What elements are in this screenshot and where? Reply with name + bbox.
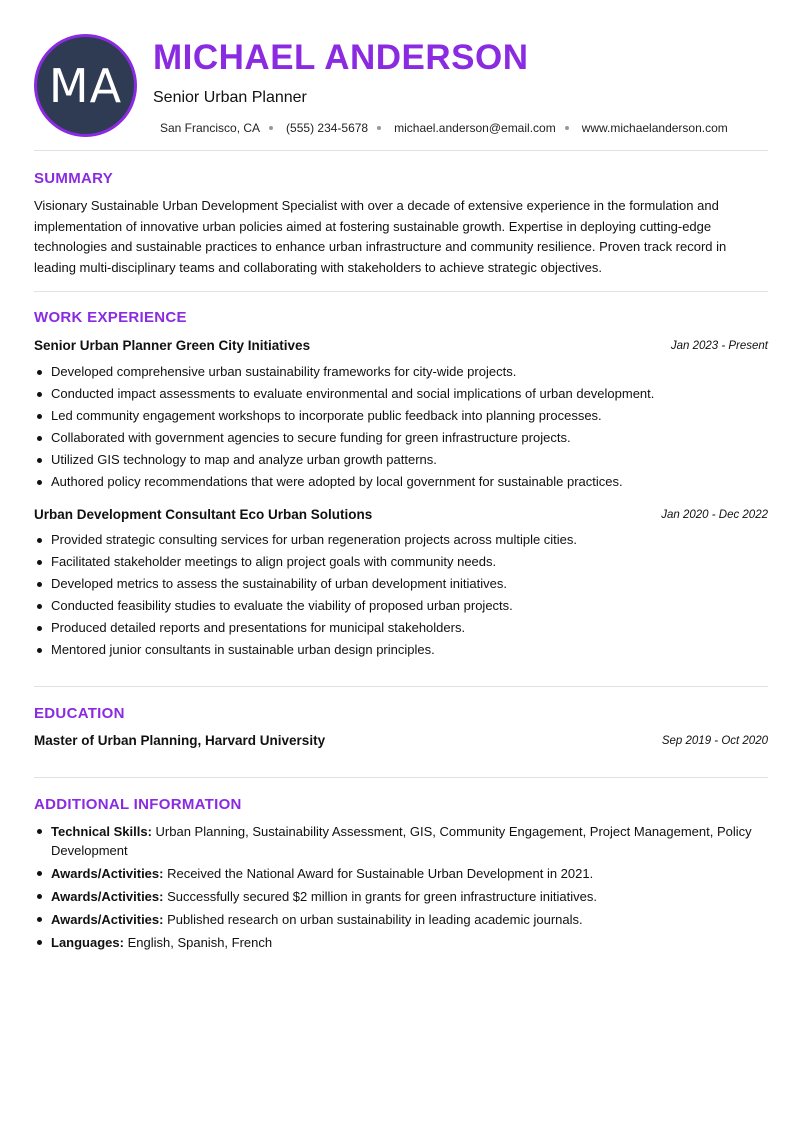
contact-website[interactable]: www.michaelanderson.com [581, 121, 728, 135]
job-bullet-list [34, 531, 768, 663]
job-bullet-list [34, 363, 768, 495]
item-label: Awards/Activities: [51, 866, 164, 881]
contact-location: San Francisco, CA [160, 121, 261, 135]
summary-text: Visionary Sustainable Urban Development Specialist with over a decade of extensive experience in the formulation and implementation of innovative urban policies aimed at fostering sustainable growth. Expertise in deploying cutting-edge technologies and sustainable practices to enhance urban infrastructure and community resilience. Proven track record in leading multi-disciplinary teams and collaborating with stakeholders to achieve strategic objectives. [34, 198, 727, 275]
dot-separator-icon [377, 126, 381, 130]
divider [34, 777, 768, 778]
list-item [34, 910, 768, 929]
item-text: English, Spanish, French [123, 935, 273, 950]
item-label: Languages: [51, 935, 124, 950]
list-item: Conducted feasibility studies to evaluate the viability of proposed urban projects. [34, 597, 768, 619]
item-text: Successfully secured $2 million in grants for green infrastructure initiatives. [163, 889, 597, 904]
list-item: Developed comprehensive urban sustainability frameworks for city-wide projects. [34, 363, 768, 385]
list-item [34, 887, 768, 906]
list-item: Produced detailed reports and presentations for municipal stakeholders. [34, 619, 768, 641]
list-item [34, 822, 768, 860]
contact-email[interactable]: michael.anderson@email.com [394, 121, 556, 135]
avatar-initials: MA [48, 58, 123, 113]
item-label: Technical Skills: [51, 824, 152, 839]
job-role: Urban Development Consultant Eco Urban Solutions [34, 507, 373, 522]
contact-phone[interactable]: (555) 234-5678 [286, 121, 369, 135]
job-dates: Jan 2020 - Dec 2022 [661, 509, 768, 521]
job-header [34, 338, 768, 356]
avatar [34, 34, 137, 137]
list-item: Authored policy recommendations that were adopted by local government for sustainable practices. [34, 473, 768, 495]
list-item: Provided strategic consulting services for urban regeneration projects across multiple cities. [34, 531, 768, 553]
dot-separator-icon [565, 126, 569, 130]
education-degree: Master of Urban Planning, Harvard University [34, 733, 326, 748]
item-label: Awards/Activities: [51, 912, 164, 927]
education-heading: EDUCATION [34, 705, 125, 722]
job-header [34, 507, 768, 525]
summary-heading: SUMMARY [34, 170, 114, 187]
job-dates: Jan 2023 - Present [670, 340, 768, 352]
list-item: Conducted impact assessments to evaluate environmental and social implications of urban development. [34, 385, 768, 407]
additional-info-heading: ADDITIONAL INFORMATION [34, 796, 242, 813]
list-item [34, 933, 768, 952]
divider [34, 291, 768, 292]
work-experience-heading: WORK EXPERIENCE [34, 309, 187, 326]
list-item [34, 864, 768, 883]
list-item: Mentored junior consultants in sustainable urban design principles. [34, 641, 768, 663]
contact-bar [160, 121, 728, 135]
item-label: Awards/Activities: [51, 889, 164, 904]
education-dates: Sep 2019 - Oct 2020 [661, 735, 768, 747]
education-entry [34, 733, 768, 751]
resume-header [34, 34, 768, 138]
list-item: Developed metrics to assess the sustainability of urban development initiatives. [34, 575, 768, 597]
candidate-name: MICHAEL ANDERSON [153, 38, 529, 77]
dot-separator-icon [269, 126, 273, 130]
divider [34, 686, 768, 687]
list-item: Facilitated stakeholder meetings to align project goals with community needs. [34, 553, 768, 575]
job-role: Senior Urban Planner Green City Initiatives [34, 338, 311, 353]
list-item: Led community engagement workshops to incorporate public feedback into planning processes. [34, 407, 768, 429]
item-text: Published research on urban sustainability in leading academic journals. [163, 912, 583, 927]
divider [34, 150, 768, 151]
additional-info-list [34, 822, 768, 956]
item-text: Urban Planning, Sustainability Assessment, GIS, Community Engagement, Project Management, Policy Development [51, 824, 752, 858]
list-item: Collaborated with government agencies to secure funding for green infrastructure projects. [34, 429, 768, 451]
job-title: Senior Urban Planner [153, 89, 307, 106]
list-item: Utilized GIS technology to map and analyze urban growth patterns. [34, 451, 768, 473]
item-text: Received the National Award for Sustainable Urban Development in 2021. [163, 866, 594, 881]
